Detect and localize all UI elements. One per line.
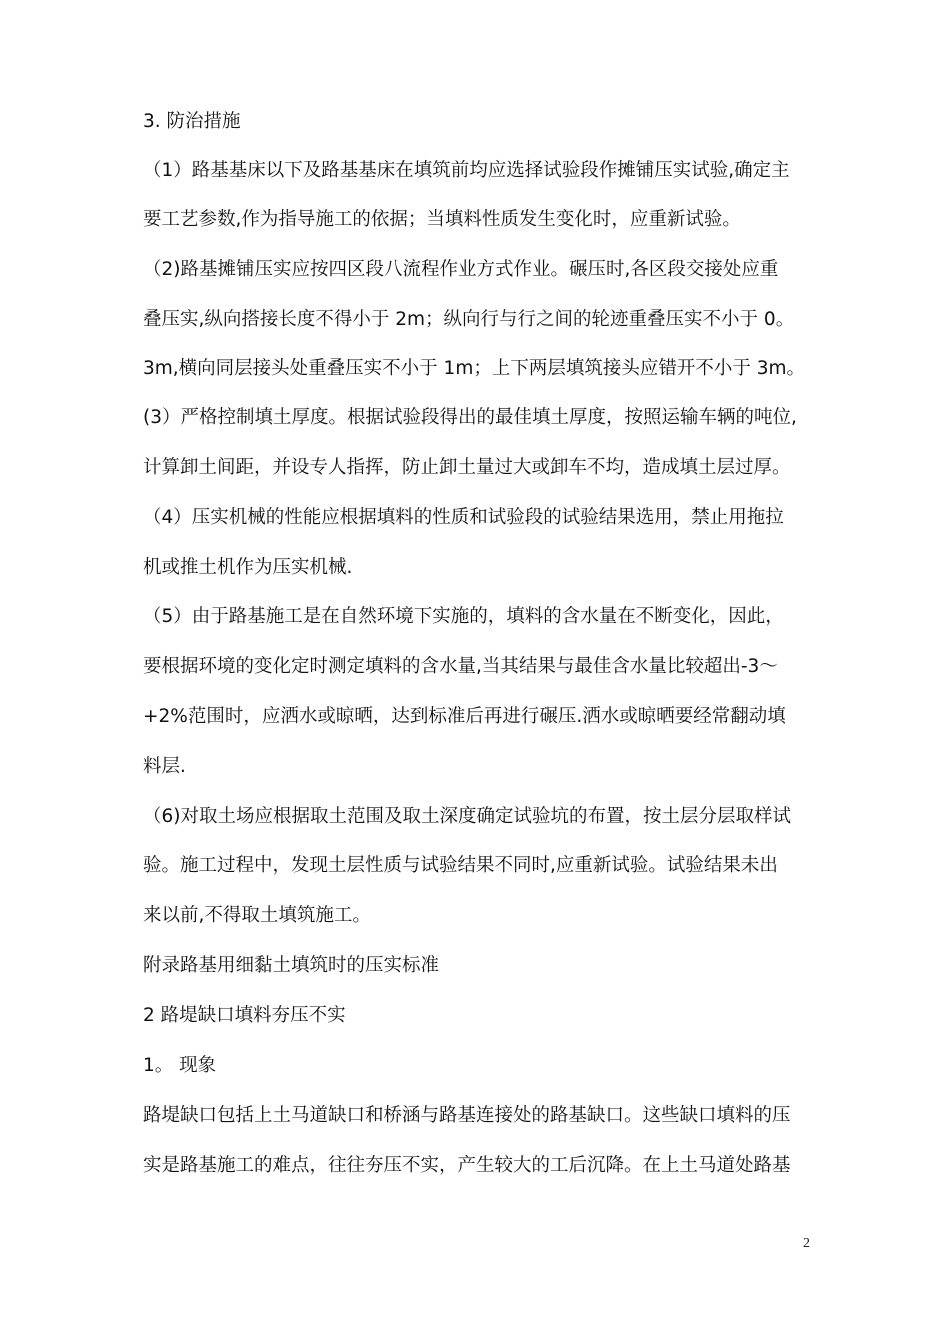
paragraph-line: 来以前,不得取土填筑施工。 (143, 905, 371, 926)
subsection-heading: 1。 现象 (143, 1055, 217, 1076)
section-heading: 2 路堤缺口填料夯压不实 (143, 1005, 346, 1026)
appendix-heading: 附录路基用细黏土填筑时的压实标准 (143, 955, 440, 976)
paragraph-line: 计算卸土间距，并设专人指挥，防止卸土量过大或卸车不均，造成填土层过厚。 (143, 457, 791, 478)
paragraph-line: 实是路基施工的难点，往往夯压不实，产生较大的工后沉降。在上土马道处路基 (143, 1155, 791, 1176)
paragraph-line: 叠压实,纵向搭接长度不得小于 2m；纵向行与行之间的轮迹重叠压实不小于 0。 (143, 309, 795, 330)
paragraph-line: （1）路基基床以下及路基基床在填筑前均应选择试验段作摊铺压实试验,确定主 (143, 160, 790, 181)
paragraph-line: 要工艺参数,作为指导施工的依据；当填料性质发生变化时，应重新试验。 (143, 209, 741, 230)
paragraph-line: 要根据环境的变化定时测定填料的含水量,当其结果与最佳含水量比较超出-3～ (143, 656, 778, 677)
section-heading: 3. 防治措施 (143, 111, 241, 132)
paragraph-line: 3m,横向同层接头处重叠压实不小于 1m；上下两层填筑接头应错开不小于 3m。 (143, 358, 806, 379)
paragraph-line: 验。施工过程中，发现土层性质与试验结果不同时,应重新试验。试验结果未出 (143, 855, 778, 876)
paragraph-line: 路堤缺口包括上土马道缺口和桥涵与路基连接处的路基缺口。这些缺口填料的压 (143, 1105, 791, 1126)
page-number: 2 (803, 1236, 810, 1251)
paragraph-line: （6)对取土场应根据取土范围及取土深度确定试验坑的布置，按土层分层取样试 (143, 806, 791, 827)
paragraph-line: (3）严格控制填土厚度。根据试验段得出的最佳填土厚度，按照运输车辆的吨位, (143, 407, 797, 428)
paragraph-line: +2%范围时，应洒水或晾晒，达到标准后再进行碾压.洒水或晾晒要经常翻动填 (143, 706, 786, 727)
paragraph-line: 机或推土机作为压实机械. (143, 557, 353, 578)
paragraph-line: 料层. (143, 756, 186, 777)
paragraph-line: （4）压实机械的性能应根据填料的性质和试验段的试验结果选用，禁止用拖拉 (143, 507, 784, 528)
paragraph-line: （2)路基摊铺压实应按四区段八流程作业方式作业。碾压时,各区段交接处应重 (143, 259, 779, 280)
paragraph-line: （5）由于路基施工是在自然环境下实施的，填料的含水量在不断变化，因此， (143, 606, 784, 627)
